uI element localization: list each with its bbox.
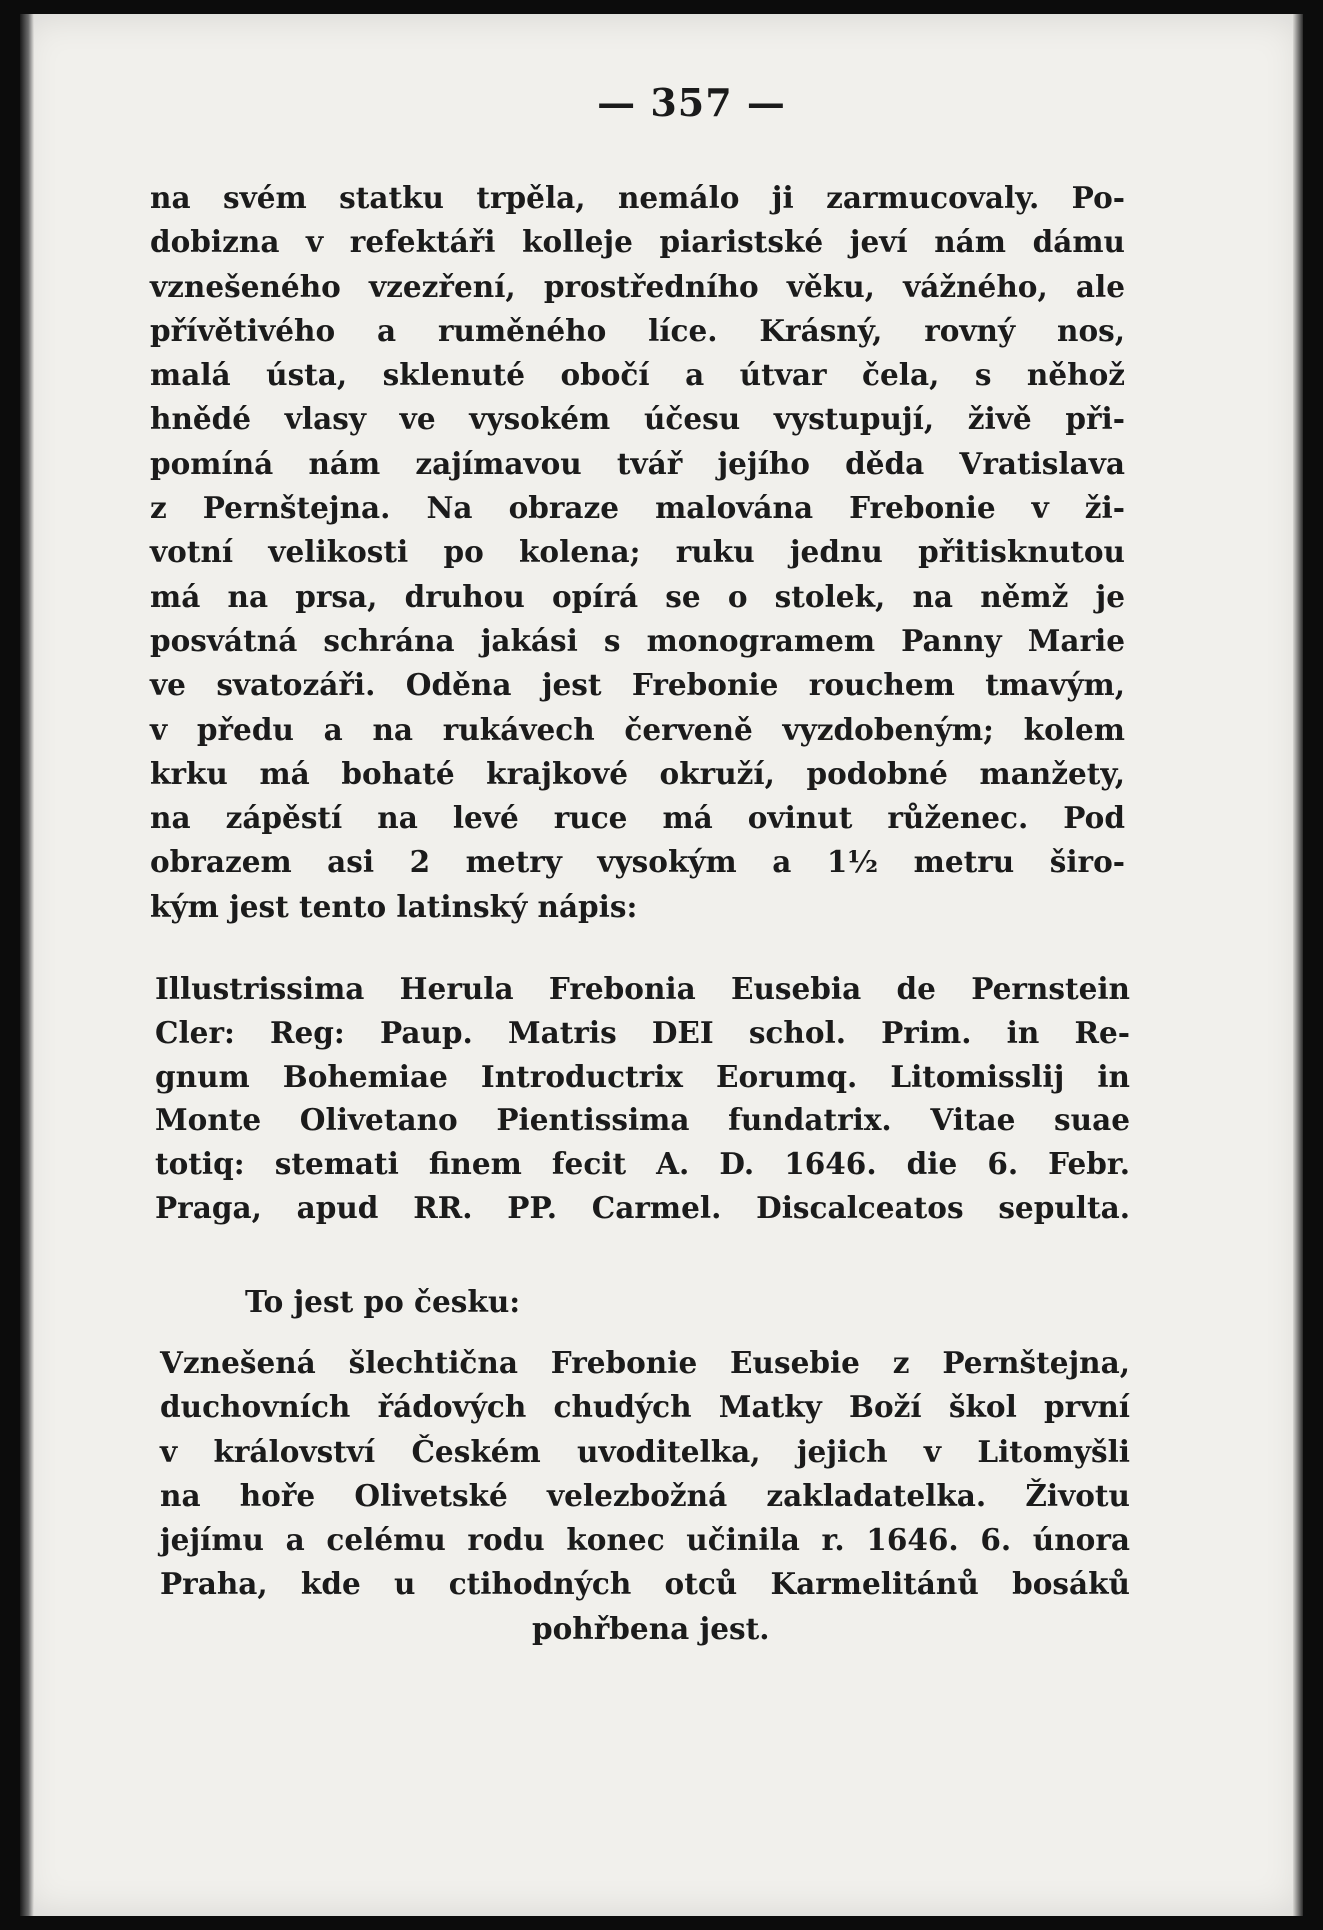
text-line: přívětivého a ruměného líce. Krásný, rovný nos, (150, 312, 1125, 348)
translation-line: v království Českém uvoditelka, jejich v Litomyšli (160, 1433, 1130, 1469)
translation-line: Vznešená šlechtična Frebonie Eusebie z Pernštejna, (160, 1345, 1130, 1380)
inscription-line: Monte Olivetano Pientissima fundatrix. Vitae suae (155, 1102, 1130, 1138)
paragraph-portrait-description (150, 176, 1125, 929)
translation-line: na hoře Olivetské velezbožná zakladatelka. Životu (160, 1477, 1130, 1513)
inscription-line: Illustrissima Herula Frebonia Eusebia de Pernstein (155, 971, 1130, 1006)
inscription-line: Cler: Reg: Paup. Matris DEI schol. Prim. in Re- (155, 1014, 1130, 1050)
scan-left-edge (20, 14, 34, 1916)
text-line: posvátná schrána jakási s monogramem Panny Marie (150, 622, 1125, 658)
text-line: votní velikosti po kolena; ruku jednu přitisknutou (150, 534, 1125, 570)
text-line: z Pernštejna. Na obraze malována Frebonie v ži- (150, 490, 1125, 526)
czech-translation (160, 1341, 1130, 1651)
text-line: vznešeného vzezření, prostředního věku, vážného, ale (150, 268, 1125, 304)
text-line: malá ústa, sklenuté obočí a útvar čela, s něhož (150, 357, 1125, 393)
inscription-line: Praga, apud RR. PP. Carmel. Discalceatos sepulta. (155, 1189, 1130, 1225)
text-line: má na prsa, druhou opírá se o stolek, na němž je (150, 578, 1125, 614)
translation-line: duchovních řádových chudých Matky Boží škol první (160, 1389, 1130, 1425)
translation-heading: To jest po česku: (245, 1284, 521, 1319)
text-line: ve svatozáři. Oděna jest Frebonie rouchem tmavým, (150, 667, 1125, 703)
inscription-line: totiq: stemati finem fecit A. D. 1646. die 6. Febr. (155, 1146, 1130, 1182)
text-line: kým jest tento latinský nápis: (150, 888, 638, 924)
text-line: na svém statku trpěla, nemálo ji zarmucovaly. Po- (150, 180, 1125, 215)
text-line: krku má bohaté krajkové okruží, podobné manžety, (150, 755, 1125, 791)
scan-right-edge (1293, 14, 1303, 1916)
book-page (20, 14, 1303, 1916)
inscription-line: gnum Bohemiae Introductrix Eorumq. Litomisslij in (155, 1058, 1130, 1094)
text-line: obrazem asi 2 metry vysokým a 1½ metru širo- (150, 844, 1125, 880)
latin-inscription (155, 967, 1130, 1230)
text-line: na zápěstí na levé ruce má ovinut růženec. Pod (150, 800, 1125, 836)
text-line: dobizna v refektáři kolleje piaristské jeví nám dámu (150, 224, 1125, 260)
text-line: pomíná nám zajímavou tvář jejího děda Vratislava (150, 445, 1125, 481)
translation-line: pohřbena jest. (532, 1610, 770, 1646)
text-line: v předu a na rukávech červeně vyzdobeným; kolem (150, 711, 1125, 747)
translation-line: Praha, kde u ctihodných otců Karmelitánů bosáků (160, 1566, 1130, 1602)
page-number: — 357 — (597, 80, 786, 125)
text-line: hnědé vlasy ve vysokém účesu vystupují, živě při- (150, 401, 1125, 437)
translation-line: jejímu a celému rodu konec učinila r. 1646. 6. února (160, 1522, 1130, 1558)
